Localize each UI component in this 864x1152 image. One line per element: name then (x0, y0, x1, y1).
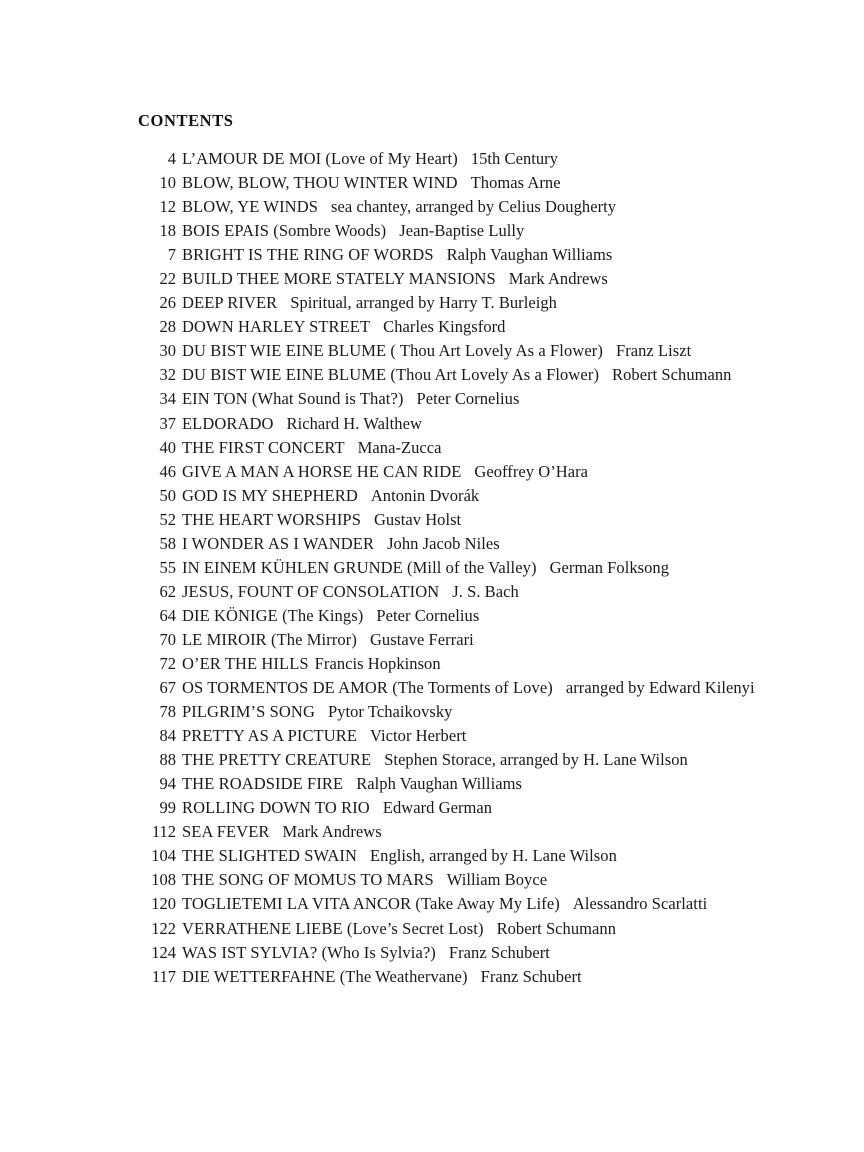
toc-page-number: 70 (159, 629, 176, 649)
toc-page-number: 104 (151, 846, 176, 866)
toc-entry-credit: Gustav Holst (373, 509, 462, 529)
toc-entry-title: THE FIRST CONCERT (182, 437, 345, 457)
toc-entry-credit: Richard H. Walthew (286, 413, 422, 433)
toc-entry-credit: Franz Schubert (448, 942, 550, 962)
toc-entry[interactable] (0, 652, 864, 676)
toc-entry-title: PRETTY AS A PICTURE (182, 726, 358, 746)
toc-page-number: 124 (151, 942, 176, 962)
toc-entry[interactable] (0, 868, 864, 892)
toc-entry-title: I WONDER AS I WANDER (182, 533, 375, 553)
toc-entry-credit: John Jacob Niles (387, 533, 500, 553)
toc-page-number: 88 (159, 750, 176, 770)
toc-page-number: 4 (167, 149, 176, 168)
toc-entry-body (182, 820, 382, 844)
toc-entry-credit: Mark Andrews (282, 822, 382, 842)
toc-page-number: 84 (159, 726, 176, 746)
toc-entry-body (182, 508, 461, 532)
toc-entry-credit: Peter Cornelius (376, 605, 480, 625)
toc-entry-body (182, 315, 505, 339)
toc-page-number: 26 (159, 293, 176, 313)
toc-entry-title: OS TORMENTOS DE AMOR (The Torments of Love) (182, 678, 553, 698)
toc-entry-body (182, 917, 616, 941)
toc-entry-title: PILGRIM’S SONG (182, 702, 315, 722)
toc-entry-body (182, 604, 479, 628)
toc-entry-title: EIN TON (What Sound is That?) (182, 389, 404, 409)
toc-page-number: 58 (159, 533, 176, 553)
toc-entry-title: BOIS EPAIS (Sombre Woods) (182, 221, 387, 241)
toc-entry[interactable] (0, 892, 864, 916)
toc-entry[interactable] (0, 291, 864, 315)
toc-entry-title: DU BIST WIE EINE BLUME ( Thou Art Lovely As a Flower) (182, 341, 603, 361)
toc-page-number: 32 (159, 365, 176, 385)
toc-page-number: 72 (159, 653, 176, 673)
toc-entry-credit: Spiritual, arranged by Harry T. Burleigh (290, 293, 557, 313)
toc-entry-body (182, 484, 479, 508)
toc-entry-credit: Alessandro Scarlatti (572, 894, 708, 914)
toc-entry-body (182, 844, 617, 868)
toc-entry-body (182, 652, 441, 676)
toc-page-number: 64 (159, 605, 176, 625)
toc-entry-body (182, 436, 442, 460)
toc-entry-credit: Franz Liszt (615, 341, 692, 361)
toc-page-number: 99 (159, 798, 176, 818)
toc-entry[interactable] (0, 412, 864, 436)
toc-entry-credit: Pytor Tchaikovsky (327, 702, 453, 722)
toc-entry[interactable] (0, 195, 864, 219)
toc-page-number: 34 (159, 389, 176, 409)
toc-entry-credit: Ralph Vaughan Williams (446, 245, 613, 265)
toc-entry[interactable] (0, 387, 864, 411)
toc-entry[interactable] (0, 436, 864, 460)
toc-entry-title: BRIGHT IS THE RING OF WORDS (182, 245, 434, 265)
toc-entry-credit: Charles Kingsford (383, 317, 506, 337)
toc-entry-title: DEEP RIVER (182, 293, 278, 313)
toc-entry[interactable] (0, 917, 864, 941)
toc-page-number: 7 (167, 245, 176, 265)
toc-entry[interactable] (0, 363, 864, 387)
toc-entry-credit: German Folksong (549, 557, 670, 577)
toc-page-number: 12 (159, 197, 176, 217)
toc-entry-credit: Robert Schumann (612, 365, 732, 385)
toc-entry-body (182, 243, 612, 267)
toc-entry[interactable] (0, 724, 864, 748)
toc-page-number: 67 (159, 678, 176, 698)
toc-page-number: 122 (151, 918, 176, 938)
toc-entry[interactable] (0, 339, 864, 363)
toc-entry-body (182, 171, 561, 195)
toc-entry[interactable] (0, 508, 864, 532)
toc-entry-credit: Mana-Zucca (357, 437, 442, 457)
toc-page-number: 94 (159, 774, 176, 794)
toc-entry[interactable] (0, 460, 864, 484)
toc-page-number: 112 (151, 822, 176, 842)
toc-entry-body (182, 892, 707, 916)
toc-entry-credit: Francis Hopkinson (314, 653, 441, 673)
toc-entry-title: WAS IST SYLVIA? (Who Is Sylvia?) (182, 942, 436, 962)
toc-entry-body (182, 748, 688, 772)
toc-entry-body (182, 724, 466, 748)
toc-entry[interactable] (0, 772, 864, 796)
table-of-contents-list (0, 147, 864, 989)
toc-page-number: 117 (151, 966, 176, 986)
toc-entry-body (182, 387, 519, 411)
toc-entry-body (182, 267, 608, 291)
toc-page-number: 30 (159, 341, 176, 361)
toc-entry[interactable] (0, 941, 864, 965)
toc-entry-credit: sea chantey, arranged by Celius Dougherty (331, 197, 617, 217)
toc-page-number: 108 (151, 870, 176, 890)
toc-page-number: 40 (159, 437, 176, 457)
toc-entry-body (182, 147, 558, 171)
toc-entry-title: TOGLIETEMI LA VITA ANCOR (Take Away My Life) (182, 894, 560, 914)
toc-entry-credit: J. S. Bach (452, 581, 519, 601)
toc-entry-title: O’ER THE HILLS (182, 653, 309, 673)
toc-page-number: 37 (159, 413, 176, 433)
toc-entry-body (182, 556, 669, 580)
toc-entry-title: THE HEART WORSHIPS (182, 509, 361, 529)
toc-entry-title: IN EINEM KÜHLEN GRUNDE (Mill of the Valley) (182, 557, 537, 577)
toc-entry-title: SEA FEVER (182, 822, 270, 842)
toc-entry-title: BUILD THEE MORE STATELY MANSIONS (182, 269, 496, 289)
toc-entry[interactable] (0, 580, 864, 604)
toc-entry-body (182, 460, 588, 484)
toc-entry-body (182, 219, 524, 243)
toc-entry-body (182, 941, 550, 965)
toc-entry-body (182, 580, 519, 604)
toc-page-number: 46 (159, 461, 176, 481)
toc-entry-title: THE SONG OF MOMUS TO MARS (182, 870, 434, 890)
toc-entry-credit: Geoffrey O’Hara (474, 461, 588, 481)
toc-entry[interactable] (0, 796, 864, 820)
toc-entry[interactable] (0, 556, 864, 580)
toc-entry-body (182, 772, 522, 796)
toc-entry[interactable] (0, 484, 864, 508)
toc-entry-credit: Robert Schumann (496, 918, 617, 938)
toc-entry[interactable] (0, 820, 864, 844)
toc-entry-title: ELDORADO (182, 413, 274, 433)
toc-entry[interactable] (0, 965, 864, 989)
toc-entry-title: L’AMOUR DE MOI (Love of My Heart) (182, 149, 458, 168)
toc-entry-credit: English, arranged by H. Lane Wilson (370, 846, 617, 866)
toc-entry-title: JESUS, FOUNT OF CONSOLATION (182, 581, 440, 601)
toc-entry[interactable] (0, 604, 864, 628)
toc-page-number: 62 (159, 581, 176, 601)
toc-entry-body (182, 291, 557, 315)
toc-entry-title: VERRATHENE LIEBE (Love’s Secret Lost) (182, 918, 484, 938)
toc-entry[interactable] (0, 147, 864, 171)
toc-page-number: 18 (159, 221, 176, 241)
toc-entry-body (182, 965, 582, 989)
toc-entry-title: GOD IS MY SHEPHERD (182, 485, 358, 505)
toc-entry-title: ROLLING DOWN TO RIO (182, 798, 370, 818)
toc-entry-credit: Peter Cornelius (416, 389, 520, 409)
toc-entry-credit: Ralph Vaughan Williams (356, 774, 522, 794)
toc-entry[interactable] (0, 315, 864, 339)
toc-page-number: 10 (159, 173, 176, 193)
toc-page-number: 78 (159, 702, 176, 722)
toc-entry[interactable] (0, 243, 864, 267)
toc-entry-title: GIVE A MAN A HORSE HE CAN RIDE (182, 461, 462, 481)
toc-entry-body (182, 868, 547, 892)
toc-entry-body (182, 676, 755, 700)
page-title: CONTENTS (138, 111, 234, 130)
toc-entry-body (182, 412, 422, 436)
toc-entry-body (182, 628, 474, 652)
toc-entry-body (182, 339, 691, 363)
toc-entry[interactable] (0, 219, 864, 243)
toc-entry-title: DOWN HARLEY STREET (182, 317, 371, 337)
toc-entry-credit: Gustave Ferrari (369, 629, 474, 649)
toc-entry-credit: Victor Herbert (370, 726, 467, 746)
toc-page-number: 120 (151, 894, 176, 914)
toc-entry-credit: Thomas Arne (470, 173, 561, 193)
toc-entry[interactable] (0, 628, 864, 652)
toc-entry-credit: Franz Schubert (480, 966, 582, 986)
toc-entry-title: DIE KÖNIGE (The Kings) (182, 605, 364, 625)
toc-entry-title: THE ROADSIDE FIRE (182, 774, 344, 794)
toc-entry[interactable] (0, 532, 864, 556)
toc-entry-title: THE SLIGHTED SWAIN (182, 846, 358, 866)
toc-entry-body (182, 532, 500, 556)
toc-entry-credit: Mark Andrews (508, 269, 608, 289)
toc-page-number: 50 (159, 485, 176, 505)
toc-entry-body (182, 700, 452, 724)
toc-entry-body (182, 363, 732, 387)
toc-page-number: 55 (159, 557, 176, 577)
toc-entry[interactable] (0, 748, 864, 772)
toc-entry-credit: Antonin Dvorák (370, 485, 480, 505)
toc-page-number: 28 (159, 317, 176, 337)
toc-entry-body (182, 796, 492, 820)
toc-entry-title: BLOW, BLOW, THOU WINTER WIND (182, 173, 458, 193)
toc-entry-credit: arranged by Edward Kilenyi (565, 678, 755, 698)
toc-entry-credit: Stephen Storace, arranged by H. Lane Wilson (384, 750, 688, 770)
toc-entry-title: BLOW, YE WINDS (182, 197, 318, 217)
toc-entry-credit: Edward German (382, 798, 493, 818)
toc-entry-title: THE PRETTY CREATURE (182, 750, 372, 770)
toc-entry[interactable] (0, 676, 864, 700)
toc-entry-credit: 15th Century (470, 149, 559, 168)
toc-entry-title: DU BIST WIE EINE BLUME (Thou Art Lovely As a Flower) (182, 365, 600, 385)
toc-entry[interactable] (0, 844, 864, 868)
toc-entry-credit: William Boyce (446, 870, 548, 890)
toc-entry[interactable] (0, 267, 864, 291)
toc-entry[interactable] (0, 700, 864, 724)
toc-entry-credit: Jean-Baptise Lully (399, 221, 525, 241)
toc-entry-title: DIE WETTERFAHNE (The Weathervane) (182, 966, 468, 986)
toc-page-number: 52 (159, 509, 176, 529)
toc-entry[interactable] (0, 171, 864, 195)
toc-entry-body (182, 195, 616, 219)
toc-entry-title: LE MIROIR (The Mirror) (182, 629, 357, 649)
toc-page-number: 22 (159, 269, 176, 289)
